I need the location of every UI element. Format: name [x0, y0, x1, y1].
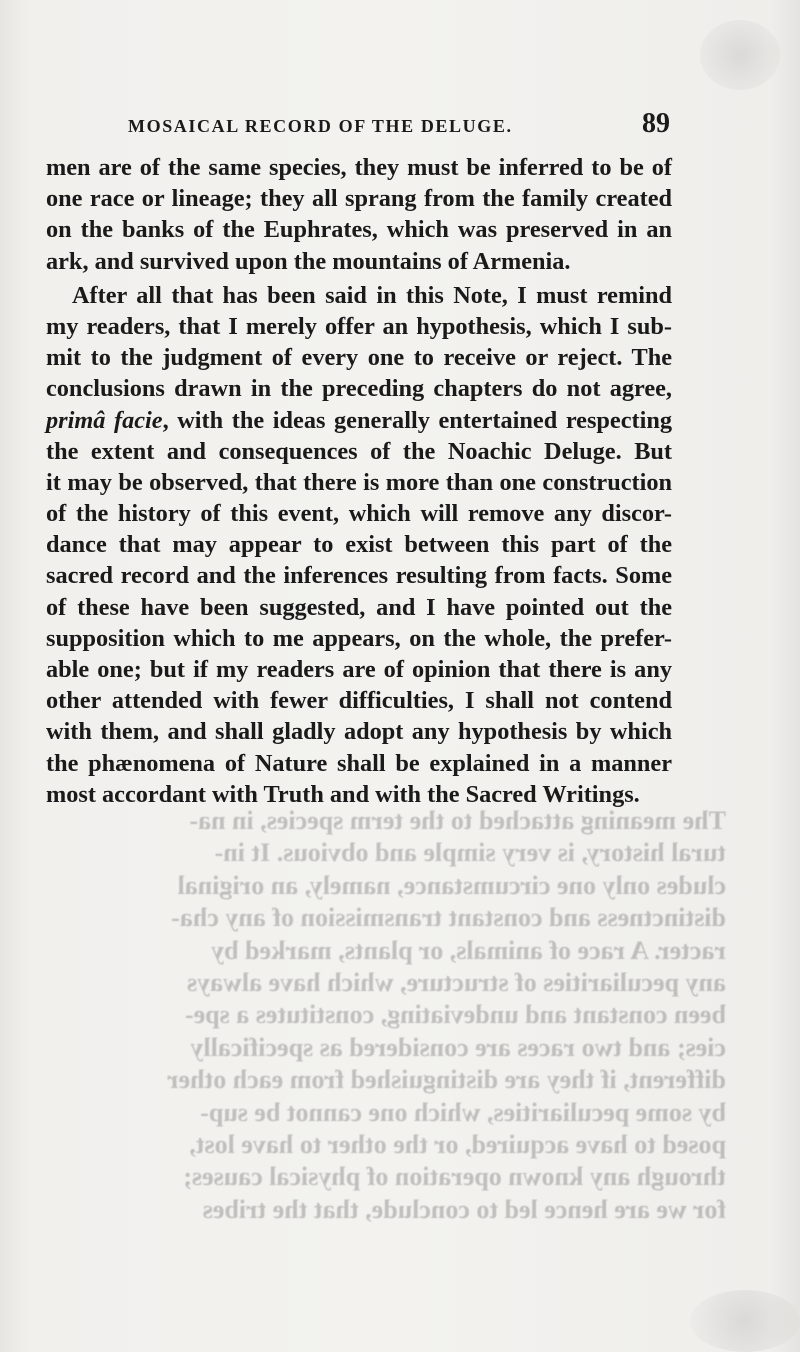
- bleed-line: by some peculiarities, which one cannot be sup-: [200, 1097, 726, 1127]
- paragraph: [46, 152, 672, 277]
- bleed-through-text: [46, 805, 726, 1226]
- paper-stain: [700, 20, 780, 90]
- text-line: mit to the judgment of every one to receive or reject. The: [46, 344, 672, 372]
- text-line: men are of the same species, they must be inferred to be of: [46, 154, 672, 181]
- text-line: most accordant with Truth and with the Sacred Writings.: [46, 780, 640, 808]
- bleed-line: racter. A race of animals, or plants, marked by: [211, 935, 726, 965]
- italic-phrase: primâ facie: [46, 406, 163, 434]
- body-text: [46, 152, 672, 810]
- text-line: my readers, that I merely offer an hypothesis, which I sub-: [46, 312, 672, 340]
- text-line: After all that has been said in this Note, I must remind: [72, 281, 672, 309]
- page-number: 89: [642, 108, 670, 139]
- text-line: primâ facie, with the ideas generally entertained respecting: [46, 406, 672, 434]
- bleed-line: through any known operation of physical causes;: [183, 1162, 726, 1192]
- text-line: able one; but if my readers are of opinion that there is any: [46, 656, 672, 683]
- text-line: of these have been suggested, and I have pointed out the: [46, 593, 672, 621]
- bleed-line: any peculiarities of structure, which have always: [187, 968, 726, 998]
- text-line: with them, and shall gladly adopt any hypothesis by which: [46, 718, 672, 746]
- text-line: of the history of this event, which will remove any discor-: [46, 500, 672, 528]
- text-line: on the banks of the Euphrates, which was preserved in an: [46, 216, 672, 244]
- text-line: the phænomena of Nature shall be explained in a manner: [46, 749, 672, 777]
- text-line: dance that may appear to exist between this part of the: [46, 531, 672, 559]
- bleed-line: cies; and two races are considered as specifically: [190, 1032, 726, 1062]
- text-line: sacred record and the inferences resulting from facts. Some: [46, 562, 672, 590]
- text-line: supposition which to me appears, on the whole, the prefer-: [46, 624, 672, 652]
- text-line: other attended with fewer difficulties, I shall not contend: [46, 687, 672, 715]
- running-head: [128, 108, 670, 142]
- text-line: one race or lineage; they all sprang from the family created: [46, 185, 672, 213]
- text-line: ark, and survived upon the mountains of Armenia.: [46, 247, 571, 275]
- text-line: the extent and consequences of the Noachic Deluge. But: [46, 437, 672, 465]
- bleed-line: posed to have acquired, or the other to have lost,: [189, 1130, 726, 1160]
- bleed-line: different, if they are distinguished from each other: [167, 1065, 726, 1095]
- bleed-line: distinctness and constant transmission of any cha-: [171, 903, 726, 933]
- bleed-line: tural history, is very simple and obvious. It in-: [214, 838, 726, 868]
- bleed-line: cludes only one circumstance, namely, an original: [177, 870, 726, 900]
- text-line: it may be observed, that there is more than one construction: [46, 468, 672, 496]
- running-title: MOSAICAL RECORD OF THE DELUGE.: [128, 116, 513, 136]
- paragraph: [46, 280, 672, 810]
- text-line: conclusions drawn in the preceding chapters do not agree,: [46, 375, 672, 403]
- bleed-line: for we are hence led to conclude, that the tribes: [202, 1194, 726, 1224]
- bleed-line: been constant and undeviating, constitutes a spe-: [184, 1000, 726, 1030]
- bleed-line: The meaning attached to the term species, in na-: [189, 806, 726, 835]
- paper-stain: [690, 1290, 800, 1352]
